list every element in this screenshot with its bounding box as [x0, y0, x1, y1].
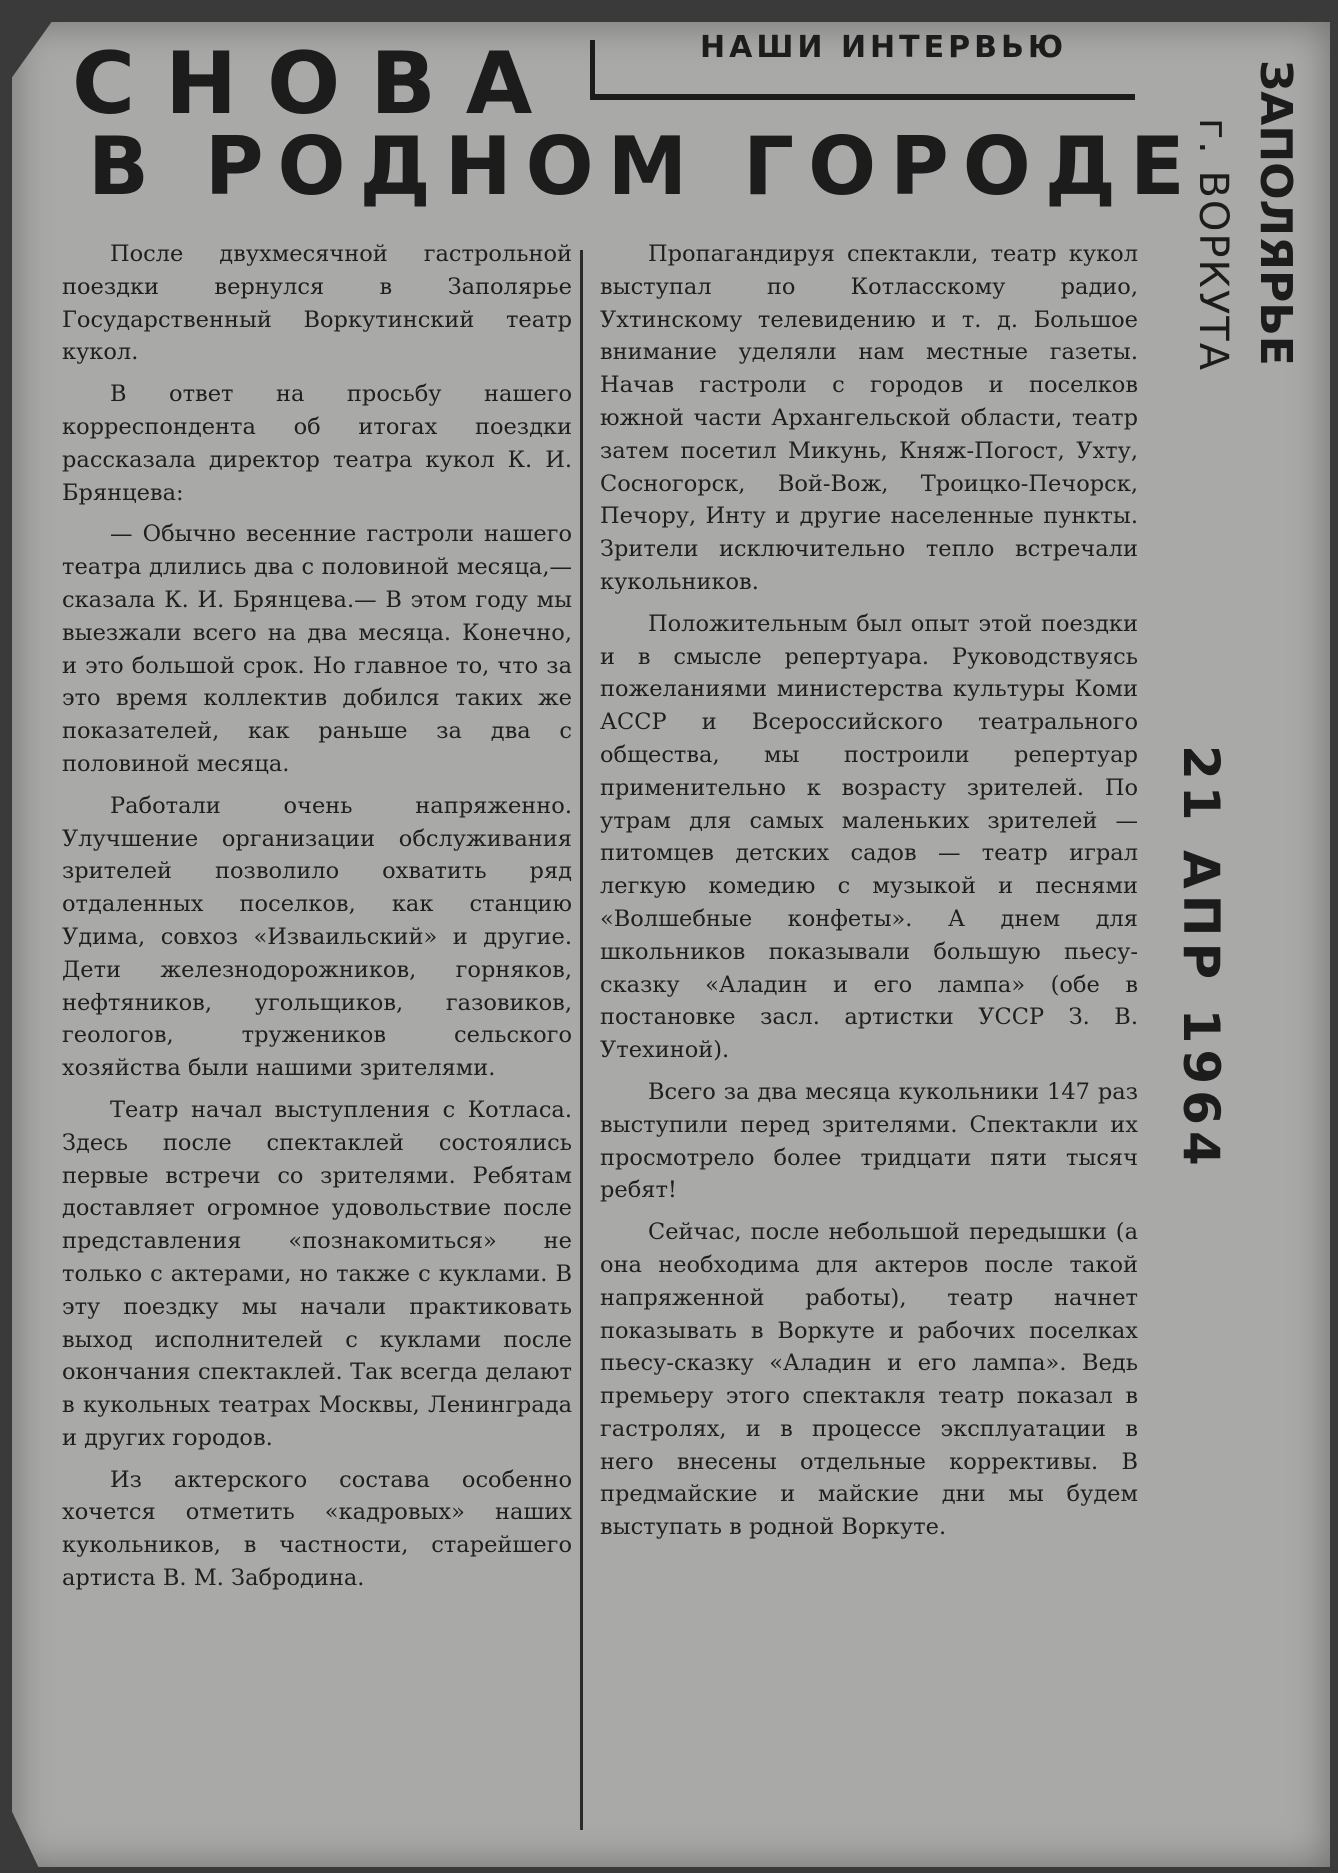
paragraph: — Обычно весенние гастроли нашего театра длились два с половиной месяца,— сказала К. И. Брянцева.— В этом году мы выезжали всего на два месяца. Конечно, и это большой срок. Но главное то, что за это время коллектив добился таких же показателей, как раньше за два с половиной месяца. — [62, 521, 572, 777]
article-column-right — [600, 238, 1138, 1553]
paragraph: Театр начал выступления с Котласа. Здесь после спектаклей состоялись первые встречи со зрителями. Ребятам доставляет огромное удовольствие после представления «познакомиться» не только с актерами, но также с куклами. В эту поездку мы начали практиковать выход исполнителей с куклами после окончания спектаклей. Так всегда делают в кукольных театрах Москвы, Ленинграда и других городов. — [62, 1096, 572, 1451]
paragraph: В ответ на просьбу нашего корреспондента об итогах поездки рассказала директор театра кукол К. И. Брянцева: — [62, 381, 572, 506]
article-column-left — [62, 238, 572, 1604]
paragraph: Положительным был опыт этой поездки и в смысле репертуара. Руководствуясь пожеланиями министерства культуры Коми АССР и Всероссийского театрального общества, мы построили репертуар применительно к возрасту зрителей. По утрам для самых маленьких зрителей — питомцев детских садов — театр играл легкую комедию с музыкой и песнями «Волшебные конфеты». А днем для школьников показывали большую пьесу-сказку «Аладин и его лампа» (обе в постановке засл. артистки УССР З. В. Утехиной). — [600, 610, 1138, 1064]
column-divider — [580, 250, 583, 1830]
rubric-label: НАШИ ИНТЕРВЬЮ — [700, 30, 1068, 65]
paragraph: Из актерского состава особенно хочется отметить «кадровых» наших кукольников, в частности, старейшего артиста В. М. Забродина. — [62, 1466, 572, 1592]
paragraph: Сейчас, после небольшой передышки (а она необходима для актеров после такой напряженной работы), театр начнет показывать в Воркуте и рабочих поселках пьесу-сказку «Аладин и его лампа». Ведь премьеру этого спектакля театр показал в гастролях, и в процессе эксплуатации в него внесены отдельные коррективы. В предмайские и майские дни мы будем выступать в родной Воркуте. — [600, 1219, 1138, 1541]
stamp-date: 21 АПР 1964 — [1172, 745, 1230, 1172]
paragraph: Всего за два месяца кукольники 147 раз выступили перед зрителями. Спектакли их просмотрело более тридцати пяти тысяч ребят! — [600, 1078, 1138, 1204]
paragraph: Пропагандируя спектакли, театр кукол выступал по Котласскому радио, Ухтинскому телевидению и т. д. Большое внимание уделяли нам местные газеты. Начав гастроли с городов и поселков южной части Архангельской области, театр затем посетил Микунь, Княж-Погост, Ухту, Сосногорск, Вой-Вож, Троицко-Печорск, Печору, Инту и другие населенные пункты. Зрители исключительно тепло встречали кукольников. — [600, 241, 1138, 595]
stamp-newspaper: ЗАПОЛЯРЬЕ — [1250, 60, 1301, 366]
headline-line-2: В РОДНОМ ГОРОДЕ — [88, 120, 1199, 213]
paragraph: После двухмесячной гастрольной поездки вернулся в Заполярье Государственный Воркутинский театр кукол. — [62, 241, 572, 366]
headline-line-1: СНОВА — [72, 34, 563, 134]
stamp-city: г. ВОРКУТА — [1190, 118, 1236, 373]
paragraph: Работали очень напряженно. Улучшение организации обслуживания зрителей позволило охватить ряд отдаленных поселков, как станцию Удима, совхоз «Изваильский» и другие. Дети железнодорожников, горняков, нефтяников, угольщиков, газовиков, геологов, тружеников сельского хозяйства были нашими зрителями. — [62, 792, 572, 1082]
